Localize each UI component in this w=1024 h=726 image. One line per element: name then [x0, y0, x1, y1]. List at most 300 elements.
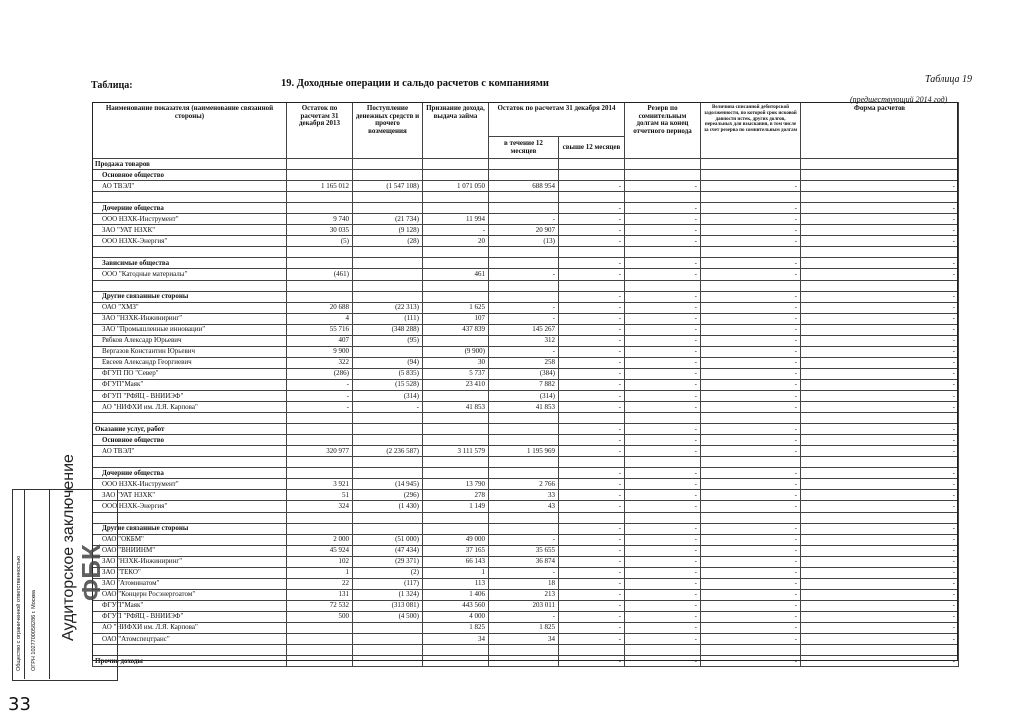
value-cell: -: [559, 225, 625, 236]
value-cell: (117): [353, 578, 423, 589]
value-cell: (296): [353, 490, 423, 501]
value-cell: -: [701, 501, 801, 512]
value-cell: -: [559, 634, 625, 645]
value-cell: -: [701, 622, 801, 633]
value-cell: -: [625, 611, 701, 622]
value-cell: -: [801, 335, 959, 346]
value-cell: -: [625, 269, 701, 280]
value-cell: 9 900: [287, 346, 353, 357]
value-cell: 9 740: [287, 214, 353, 225]
value-cell: -: [489, 313, 559, 324]
value-cell: 72 532: [287, 600, 353, 611]
value-cell: 66 143: [423, 556, 489, 567]
value-cell: -: [559, 313, 625, 324]
value-cell: -: [489, 346, 559, 357]
value-cell: (29 371): [353, 556, 423, 567]
row-name-cell: ФГУП "РФЯЦ - ВНИИЭФ": [93, 611, 287, 622]
value-cell: -: [625, 346, 701, 357]
value-cell: -: [625, 379, 701, 390]
row-name-cell: Основное общество: [93, 435, 287, 446]
value-cell: 43: [489, 501, 559, 512]
value-cell: 55 716: [287, 324, 353, 335]
value-cell: -: [625, 600, 701, 611]
value-cell: 688 954: [489, 181, 559, 192]
value-cell: -: [801, 479, 959, 490]
value-cell: 34: [489, 634, 559, 645]
value-cell: 312: [489, 335, 559, 346]
value-cell: 500: [287, 611, 353, 622]
value-cell: -: [701, 567, 801, 578]
value-cell: 1 071 050: [423, 181, 489, 192]
row-name-cell: ООО НЗХК-Инструмент": [93, 479, 287, 490]
row-name-cell: ЗАО "ТЕКО": [93, 567, 287, 578]
value-cell: -: [559, 214, 625, 225]
table-frame: [92, 102, 958, 661]
value-cell: -: [701, 479, 801, 490]
value-cell: -: [701, 214, 801, 225]
col-header-name: Наименование показателя (наименование связанной стороны): [93, 103, 287, 159]
value-cell: -: [801, 446, 959, 457]
value-cell: -: [559, 203, 625, 214]
value-cell: -: [559, 324, 625, 335]
value-cell: -: [801, 589, 959, 600]
row-name-cell: АО "НИФХИ им. Л.Я. Карпова": [93, 622, 287, 633]
row-name-cell: Основное общество: [93, 170, 287, 181]
value-cell: 1 825: [489, 622, 559, 633]
row-name-cell: Оказание услуг, работ: [93, 424, 287, 435]
value-cell: -: [625, 368, 701, 379]
value-cell: (2 236 587): [353, 446, 423, 457]
value-cell: -: [559, 656, 625, 667]
value-cell: 461: [423, 269, 489, 280]
period-note: (предшествующий 2014 год): [850, 95, 948, 104]
value-cell: -: [701, 589, 801, 600]
value-cell: -: [801, 324, 959, 335]
value-cell: -: [559, 567, 625, 578]
value-cell: -: [625, 181, 701, 192]
value-cell: 203 011: [489, 600, 559, 611]
value-cell: 3 921: [287, 479, 353, 490]
value-cell: -: [559, 357, 625, 368]
value-cell: -: [625, 302, 701, 313]
value-cell: -: [801, 534, 959, 545]
value-cell: -: [701, 490, 801, 501]
value-cell: -: [801, 545, 959, 556]
value-cell: -: [801, 501, 959, 512]
row-name-cell: ЗАО "НЗХК-Инжиниринг": [93, 556, 287, 567]
value-cell: -: [625, 324, 701, 335]
value-cell: -: [801, 567, 959, 578]
col-header-over-12: свыше 12 месяцев: [559, 137, 625, 159]
value-cell: 2 766: [489, 479, 559, 490]
value-cell: -: [801, 368, 959, 379]
value-cell: 1 406: [423, 589, 489, 600]
value-cell: -: [701, 335, 801, 346]
value-cell: 11 994: [423, 214, 489, 225]
value-cell: 102: [287, 556, 353, 567]
value-cell: -: [625, 313, 701, 324]
value-cell: -: [625, 435, 701, 446]
value-cell: 20: [423, 236, 489, 247]
value-cell: -: [801, 236, 959, 247]
value-cell: -: [701, 611, 801, 622]
value-cell: -: [559, 346, 625, 357]
value-cell: -: [625, 523, 701, 534]
value-cell: 1 165 012: [287, 181, 353, 192]
value-cell: (314): [353, 390, 423, 401]
value-cell: -: [801, 269, 959, 280]
value-cell: -: [801, 302, 959, 313]
value-cell: -: [625, 468, 701, 479]
value-cell: 4: [287, 313, 353, 324]
row-name-cell: АО "НИФХИ им. Л.Я. Карпова": [93, 402, 287, 413]
value-cell: 107: [423, 313, 489, 324]
value-cell: -: [701, 545, 801, 556]
value-cell: (21 734): [353, 214, 423, 225]
value-cell: 22: [287, 578, 353, 589]
row-name-cell: Евсеев Александр Георгиевич: [93, 357, 287, 368]
value-cell: -: [701, 600, 801, 611]
value-cell: 13 790: [423, 479, 489, 490]
value-cell: -: [489, 214, 559, 225]
value-cell: -: [701, 302, 801, 313]
row-name-cell: Рябков Алексадр Юрьевич: [93, 335, 287, 346]
row-name-cell: Дочерние общества: [93, 468, 287, 479]
value-cell: -: [559, 622, 625, 633]
value-cell: -: [625, 335, 701, 346]
row-name-cell: АО ТВЭЛ": [93, 181, 287, 192]
value-cell: -: [701, 313, 801, 324]
row-name-cell: АО ТВЭЛ": [93, 446, 287, 457]
value-cell: -: [625, 390, 701, 401]
value-cell: -: [801, 424, 959, 435]
value-cell: -: [559, 446, 625, 457]
value-cell: 1: [287, 567, 353, 578]
value-cell: -: [625, 446, 701, 457]
value-cell: -: [489, 269, 559, 280]
value-cell: -: [625, 622, 701, 633]
value-cell: -: [559, 335, 625, 346]
value-cell: 20 907: [489, 225, 559, 236]
value-cell: -: [801, 634, 959, 645]
value-cell: -: [701, 523, 801, 534]
value-cell: 33: [489, 490, 559, 501]
row-name-cell: ОАО "Атомспецтранс": [93, 634, 287, 645]
value-cell: -: [701, 203, 801, 214]
value-cell: 20 688: [287, 302, 353, 313]
value-cell: (9 900): [423, 346, 489, 357]
value-cell: (1 324): [353, 589, 423, 600]
value-cell: -: [559, 578, 625, 589]
row-name-cell: Другие связанные стороны: [93, 291, 287, 302]
value-cell: 1 625: [423, 302, 489, 313]
page-title: 19. Доходные операции и сальдо расчетов с компаниями: [281, 78, 549, 89]
value-cell: -: [559, 435, 625, 446]
value-cell: 5 737: [423, 368, 489, 379]
value-cell: -: [625, 656, 701, 667]
value-cell: 1: [423, 567, 489, 578]
value-cell: -: [801, 402, 959, 413]
value-cell: -: [489, 611, 559, 622]
value-cell: -: [701, 258, 801, 269]
value-cell: -: [559, 556, 625, 567]
value-cell: -: [801, 490, 959, 501]
value-cell: -: [625, 589, 701, 600]
value-cell: 30: [423, 357, 489, 368]
col-header-form: Форма расчетов: [801, 103, 959, 159]
value-cell: -: [559, 402, 625, 413]
row-name-cell: ЗАО "УАТ НЗХК": [93, 225, 287, 236]
value-cell: -: [559, 390, 625, 401]
stamp-registration: ОГРН 1027700058286 г. Москва: [31, 590, 37, 671]
value-cell: -: [801, 357, 959, 368]
value-cell: -: [701, 357, 801, 368]
value-cell: (313 081): [353, 600, 423, 611]
row-name-cell: Другие связанные стороны: [93, 523, 287, 534]
value-cell: -: [801, 656, 959, 667]
value-cell: -: [489, 534, 559, 545]
value-cell: (9 128): [353, 225, 423, 236]
value-cell: -: [625, 534, 701, 545]
value-cell: 7 882: [489, 379, 559, 390]
row-name-cell: ФГУП "РФЯЦ - ВНИИЭФ": [93, 390, 287, 401]
fbk-logo: ФБК: [76, 544, 106, 601]
value-cell: -: [801, 435, 959, 446]
row-name-cell: ОАО "ХМЗ": [93, 302, 287, 313]
page-number-handwritten: 33: [8, 694, 31, 715]
col-header-reserve: Резерв по сомнительным долгам на конец отчетного периода: [625, 103, 701, 159]
row-name-cell: Вергазов Константин Юрьевич: [93, 346, 287, 357]
value-cell: 18: [489, 578, 559, 589]
stamp-side-text: Общество с ограниченной ответственностью: [16, 555, 22, 671]
value-cell: (22 313): [353, 302, 423, 313]
value-cell: -: [801, 379, 959, 390]
value-cell: 437 839: [423, 324, 489, 335]
value-cell: -: [701, 236, 801, 247]
col-header-written-off: Величина списанной дебиторской задолженности, по которой срок исковой давности истек, других долгов, нереальных для взыскания, в том числе за счет резерва по сомнительным долгам: [701, 103, 801, 159]
value-cell: 37 165: [423, 545, 489, 556]
row-name-cell: ФГУП ПО "Север": [93, 368, 287, 379]
value-cell: -: [625, 214, 701, 225]
value-cell: -: [625, 556, 701, 567]
row-name-cell: Продажа товаров: [93, 159, 287, 170]
col-header-balance-2014: Остаток по расчетам 31 декабря 2014: [489, 103, 625, 137]
row-name-cell: ЗАО "Атоминатом": [93, 578, 287, 589]
value-cell: 41 853: [489, 402, 559, 413]
value-cell: -: [625, 357, 701, 368]
value-cell: -: [625, 567, 701, 578]
value-cell: 131: [287, 589, 353, 600]
value-cell: (4 500): [353, 611, 423, 622]
value-cell: -: [801, 291, 959, 302]
value-cell: -: [559, 545, 625, 556]
value-cell: -: [287, 379, 353, 390]
value-cell: 23 410: [423, 379, 489, 390]
value-cell: -: [701, 446, 801, 457]
value-cell: (13): [489, 236, 559, 247]
value-cell: -: [701, 379, 801, 390]
value-cell: -: [801, 225, 959, 236]
value-cell: (5): [287, 236, 353, 247]
col-header-receipts: Поступление денежных средств и прочего возмещения: [353, 103, 423, 159]
value-cell: -: [701, 269, 801, 280]
value-cell: 35 655: [489, 545, 559, 556]
table-label: Таблица:: [91, 80, 133, 91]
value-cell: (348 288): [353, 324, 423, 335]
value-cell: -: [559, 291, 625, 302]
value-cell: (2): [353, 567, 423, 578]
value-cell: 51: [287, 490, 353, 501]
value-cell: -: [559, 181, 625, 192]
value-cell: -: [625, 424, 701, 435]
row-name-cell: ОАО "ВНИИНМ": [93, 545, 287, 556]
value-cell: -: [801, 468, 959, 479]
value-cell: -: [559, 523, 625, 534]
value-cell: 1 149: [423, 501, 489, 512]
value-cell: 407: [287, 335, 353, 346]
value-cell: 443 560: [423, 600, 489, 611]
value-cell: -: [701, 634, 801, 645]
value-cell: (5 835): [353, 368, 423, 379]
row-name-cell: ООО НЗХК-Инструмент": [93, 214, 287, 225]
stamp-caption: Аудиторское заключение: [60, 454, 77, 641]
value-cell: -: [489, 302, 559, 313]
value-cell: (1 430): [353, 501, 423, 512]
value-cell: -: [701, 534, 801, 545]
value-cell: -: [559, 611, 625, 622]
row-name-cell: ФГУП"Маяк": [93, 379, 287, 390]
value-cell: -: [625, 634, 701, 645]
value-cell: -: [559, 600, 625, 611]
value-cell: -: [701, 556, 801, 567]
value-cell: (461): [287, 269, 353, 280]
value-cell: -: [559, 589, 625, 600]
row-name-cell: ЗАО "НЗХК-Инжиниринг": [93, 313, 287, 324]
row-name-cell: ЗАО "Промышленные инновации": [93, 324, 287, 335]
value-cell: (95): [353, 335, 423, 346]
value-cell: (14 945): [353, 479, 423, 490]
value-cell: -: [559, 236, 625, 247]
value-cell: (286): [287, 368, 353, 379]
row-name-cell: ОАО "Концерн Росэнергоатом": [93, 589, 287, 600]
row-name-cell: ЗАО "УАТ НЗХК": [93, 490, 287, 501]
value-cell: (314): [489, 390, 559, 401]
value-cell: -: [701, 225, 801, 236]
value-cell: 45 924: [287, 545, 353, 556]
value-cell: 30 035: [287, 225, 353, 236]
col-header-within-12: в течение 12 месяцев: [489, 137, 559, 159]
value-cell: -: [559, 501, 625, 512]
value-cell: -: [625, 291, 701, 302]
value-cell: -: [701, 424, 801, 435]
value-cell: 145 267: [489, 324, 559, 335]
value-cell: -: [801, 611, 959, 622]
value-cell: 320 977: [287, 446, 353, 457]
value-cell: (1 547 108): [353, 181, 423, 192]
value-cell: -: [559, 368, 625, 379]
value-cell: -: [559, 468, 625, 479]
value-cell: 1 195 969: [489, 446, 559, 457]
value-cell: -: [801, 578, 959, 589]
value-cell: -: [559, 269, 625, 280]
value-cell: -: [353, 402, 423, 413]
value-cell: (111): [353, 313, 423, 324]
value-cell: -: [701, 346, 801, 357]
value-cell: -: [625, 203, 701, 214]
value-cell: -: [801, 181, 959, 192]
col-header-income: Признание дохода, выдача займа: [423, 103, 489, 159]
value-cell: -: [625, 402, 701, 413]
value-cell: -: [625, 225, 701, 236]
value-cell: -: [559, 258, 625, 269]
value-cell: -: [625, 258, 701, 269]
value-cell: -: [559, 479, 625, 490]
value-cell: -: [801, 203, 959, 214]
auditor-stamp: [12, 454, 122, 681]
value-cell: -: [625, 490, 701, 501]
value-cell: -: [423, 225, 489, 236]
value-cell: 3 111 579: [423, 446, 489, 457]
value-cell: -: [559, 490, 625, 501]
value-cell: (15 528): [353, 379, 423, 390]
value-cell: -: [559, 424, 625, 435]
value-cell: -: [701, 324, 801, 335]
value-cell: 1 825: [423, 622, 489, 633]
value-cell: -: [801, 556, 959, 567]
value-cell: -: [701, 368, 801, 379]
value-cell: 322: [287, 357, 353, 368]
value-cell: 4 000: [423, 611, 489, 622]
value-cell: -: [625, 545, 701, 556]
value-cell: (94): [353, 357, 423, 368]
value-cell: (47 434): [353, 545, 423, 556]
value-cell: -: [625, 501, 701, 512]
row-name-cell: Зависимые общества: [93, 258, 287, 269]
value-cell: -: [489, 567, 559, 578]
value-cell: -: [801, 258, 959, 269]
value-cell: -: [701, 578, 801, 589]
row-name-cell: Дочерние общества: [93, 203, 287, 214]
value-cell: 49 000: [423, 534, 489, 545]
value-cell: (51 000): [353, 534, 423, 545]
value-cell: 213: [489, 589, 559, 600]
value-cell: 34: [423, 634, 489, 645]
value-cell: -: [287, 402, 353, 413]
value-cell: -: [287, 390, 353, 401]
value-cell: -: [801, 313, 959, 324]
value-cell: -: [801, 390, 959, 401]
value-cell: -: [801, 214, 959, 225]
value-cell: -: [801, 346, 959, 357]
value-cell: 324: [287, 501, 353, 512]
table-number: Таблица 19: [925, 74, 972, 85]
value-cell: -: [701, 181, 801, 192]
value-cell: -: [701, 390, 801, 401]
value-cell: -: [625, 578, 701, 589]
row-name-cell: ООО НЗХК-Энергия": [93, 236, 287, 247]
value-cell: (28): [353, 236, 423, 247]
value-cell: 113: [423, 578, 489, 589]
value-cell: -: [801, 600, 959, 611]
value-cell: -: [701, 402, 801, 413]
value-cell: -: [625, 479, 701, 490]
value-cell: 278: [423, 490, 489, 501]
value-cell: -: [701, 656, 801, 667]
row-name-cell: ФГУП"Маяк": [93, 600, 287, 611]
col-header-balance-2013: Остаток по расчетам 31 декабря 2013: [287, 103, 353, 159]
value-cell: (384): [489, 368, 559, 379]
value-cell: -: [801, 622, 959, 633]
